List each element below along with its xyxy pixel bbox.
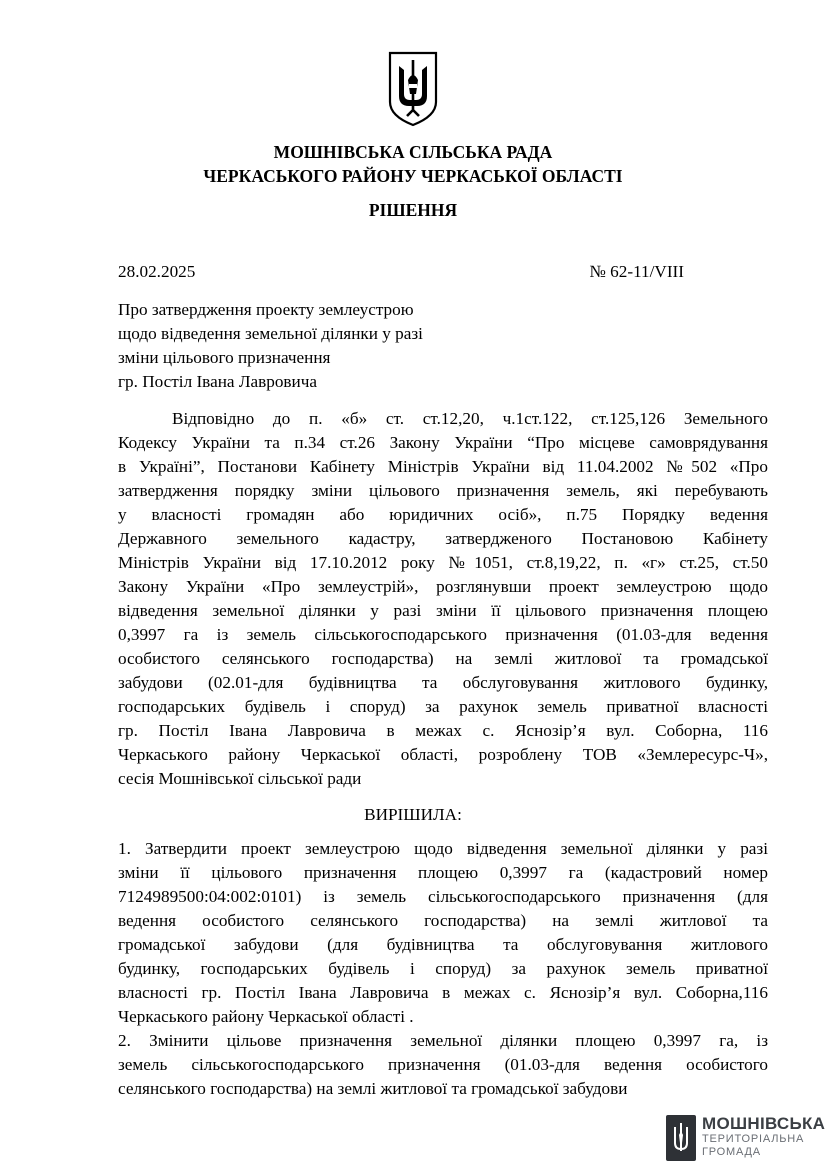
brand-subtitle: ТЕРИТОРІАЛЬНА — [702, 1133, 805, 1145]
subject-line: гр. Постіл Івана Лавровича — [118, 372, 317, 391]
brand-name: МОШНІВСЬКА — [702, 1114, 826, 1133]
decision-date: 28.02.2025 — [118, 262, 196, 281]
coat-of-arms-icon — [387, 50, 439, 128]
preamble-line: у власності громадян або юридичних осіб», п.75 Порядку ведення — [118, 505, 768, 524]
item2-line: земель сільськогосподарського призначення (01.03-для ведення особистого — [118, 1055, 768, 1074]
item1-line: ведення особистого селянського господарства) на землі житлової та — [118, 911, 768, 930]
item1-line: власності гр. Постіл Івана Лавровича в межах с. Яснозір’я вул. Соборна,116 — [118, 983, 768, 1002]
item1-line: Черкаського району Черкаської області . — [118, 1007, 414, 1026]
preamble-line: 0,3997 га із земель сільськогосподарського призначення (01.03-для ведення — [118, 625, 768, 644]
decision-number: № 62-11/VIII — [589, 262, 684, 281]
preamble-line: забудови (02.01-для будівництва та обслуговування житлового будинку, — [118, 673, 768, 692]
subject-line: щодо відведення земельної ділянки у разі — [118, 324, 423, 343]
resolved-heading: ВИРІШИЛА: — [364, 805, 462, 824]
item2-line: 2. Змінити цільове призначення земельної ділянки площею 0,3997 га, із — [118, 1031, 768, 1050]
community-brand — [702, 1115, 825, 1159]
preamble-line: в Україні”, Постанови Кабінету Міністрів України від 11.04.2002 №502 «Про — [118, 457, 768, 476]
preamble-line: Кодексу України та п.34 ст.26 Закону України “Про місцеве самоврядування — [118, 433, 768, 452]
preamble-line: Закону України «Про землеустрій», розглянувши проект землеустрою щодо — [118, 577, 768, 596]
preamble-line: особистого селянського господарства) на землі житлової та громадської — [118, 649, 768, 668]
subject-line: Про затвердження проекту землеустрою — [118, 300, 414, 319]
preamble-line: господарських будівель і споруд) за рахунок земель приватної власності — [118, 697, 768, 716]
preamble-line: відведення земельної ділянки у разі зміни її цільового призначення площею — [118, 601, 768, 620]
council-title: МОШНІВСЬКА СІЛЬСЬКА РАДА — [273, 142, 553, 162]
item1-line: будинку, господарських будівель і споруд) за рахунок земель приватної — [118, 959, 768, 978]
item1-line: громадської забудови (для будівництва та обслуговування житлового — [118, 935, 768, 954]
document-type: РІШЕННЯ — [368, 200, 458, 220]
preamble-line: Відповідно до п. «б» ст. ст.12,20, ч.1ст.122, ст.125,126 Земельного — [172, 409, 768, 428]
brand-subtitle: ГРОМАДА — [702, 1146, 761, 1158]
item1-line: 7124989500:04:002:0101) із земель сільськогосподарського призначення (для — [118, 887, 768, 906]
preamble-line: сесія Мошнівської сільської ради — [118, 769, 362, 788]
subject-line: зміни цільового призначення — [118, 348, 331, 367]
item1-line: зміни її цільового призначення площею 0,3997 га (кадастровий номер — [118, 863, 768, 882]
preamble-line: Черкаського району Черкаської області, розроблену ТОВ «Землересурс-Ч», — [118, 745, 768, 764]
preamble-line: затвердження порядку зміни цільового призначення земель, які перебувають — [118, 481, 768, 500]
community-crest-icon — [666, 1115, 696, 1161]
council-district: ЧЕРКАСЬКОГО РАЙОНУ ЧЕРКАСЬКОЇ ОБЛАСТІ — [203, 166, 623, 186]
item1-line: 1. Затвердити проект землеустрою щодо відведення земельної ділянки у разі — [118, 839, 768, 858]
community-logo — [666, 1114, 826, 1161]
preamble-line: Державного земельного кадастру, затвердженого Постановою Кабінету — [118, 529, 768, 548]
preamble-line: Міністрів України від 17.10.2012 року №1051, ст.8,19,22, п. «г» ст.25, ст.50 — [118, 553, 768, 572]
preamble-line: гр. Постіл Івана Лавровича в межах с. Яснозір’я вул. Соборна, 116 — [118, 721, 768, 740]
item2-line: селянського господарства) на землі житлової та громадської забудови — [118, 1079, 628, 1098]
